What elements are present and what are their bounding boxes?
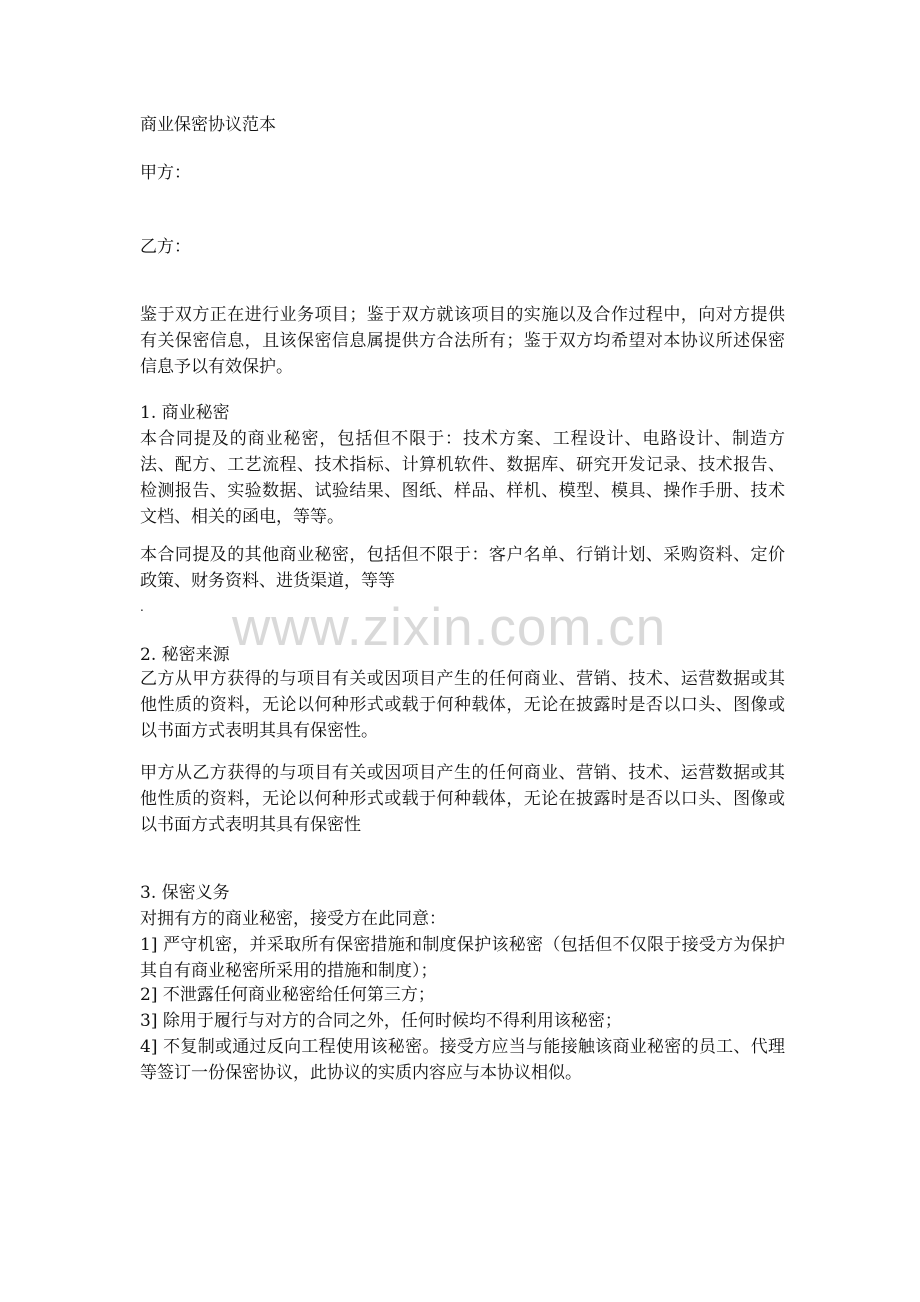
section-1-heading: 1. 商业秘密 — [140, 403, 230, 423]
section-2-heading: 2. 秘密来源 — [140, 645, 230, 665]
section-3-heading: 3. 保密义务 — [140, 883, 230, 903]
section-1-paragraph-2: 本合同提及的其他商业秘密，包括但不限于：客户名单、行销计划、采购资料、定价政策、财务资料、进货渠道，等等 — [140, 545, 785, 591]
section-3-item-3: 3] 除用于履行与对方的合同之外，任何时候均不得利用该秘密； — [140, 1011, 622, 1031]
section-2-paragraph-1: 乙方从甲方获得的与项目有关或因项目产生的任何商业、营销、技术、运营数据或其他性质的资料，无论以何种形式或载于何种载体，无论在披露时是否以口头、图像或以书面方式表明其具有保密性。 — [140, 669, 785, 741]
section-3-item-1: 1] 严守机密，并采取所有保密措施和制度保护该秘密（包括但不仅限于接受方为保护其自有商业秘密所采用的措施和制度）； — [140, 935, 785, 981]
section-3-item-2: 2] 不泄露任何商业秘密给任何第三方； — [140, 985, 435, 1005]
section-3-item-4: 4] 不复制或通过反向工程使用该秘密。接受方应当与能接触该商业秘密的员工、代理等签订一份保密协议，此协议的实质内容应与本协议相似。 — [140, 1037, 785, 1083]
section-2-paragraph-2: 甲方从乙方获得的与项目有关或因项目产生的任何商业、营销、技术、运营数据或其他性质的资料，无论以何种形式或载于何种载体，无论在披露时是否以口头、图像或以书面方式表明其具有保密性 — [140, 763, 785, 835]
section-1-dot: . — [140, 600, 144, 614]
party-a-label: 甲方： — [140, 163, 191, 183]
section-3-intro: 对拥有方的商业秘密，接受方在此同意： — [140, 909, 446, 929]
watermark-text: www.zixin.com.cn — [232, 598, 667, 657]
preamble-paragraph: 鉴于双方正在进行业务项目；鉴于双方就该项目的实施以及合作过程中，向对方提供有关保密信息，且该保密信息属提供方合法所有；鉴于双方均希望对本协议所述保密信息予以有效保护。 — [140, 305, 785, 377]
section-1-paragraph-1: 本合同提及的商业秘密，包括但不限于：技术方案、工程设计、电路设计、制造方法、配方、工艺流程、技术指标、计算机软件、数据库、研究开发记录、技术报告、检测报告、实验数据、试验结果、图纸、样品、样机、模型、模具、操作手册、技术文档、相关的函电，等等。 — [140, 429, 785, 527]
document-page — [140, 0, 785, 1302]
party-b-label: 乙方： — [140, 237, 191, 257]
document-title: 商业保密协议范本 — [140, 115, 276, 135]
